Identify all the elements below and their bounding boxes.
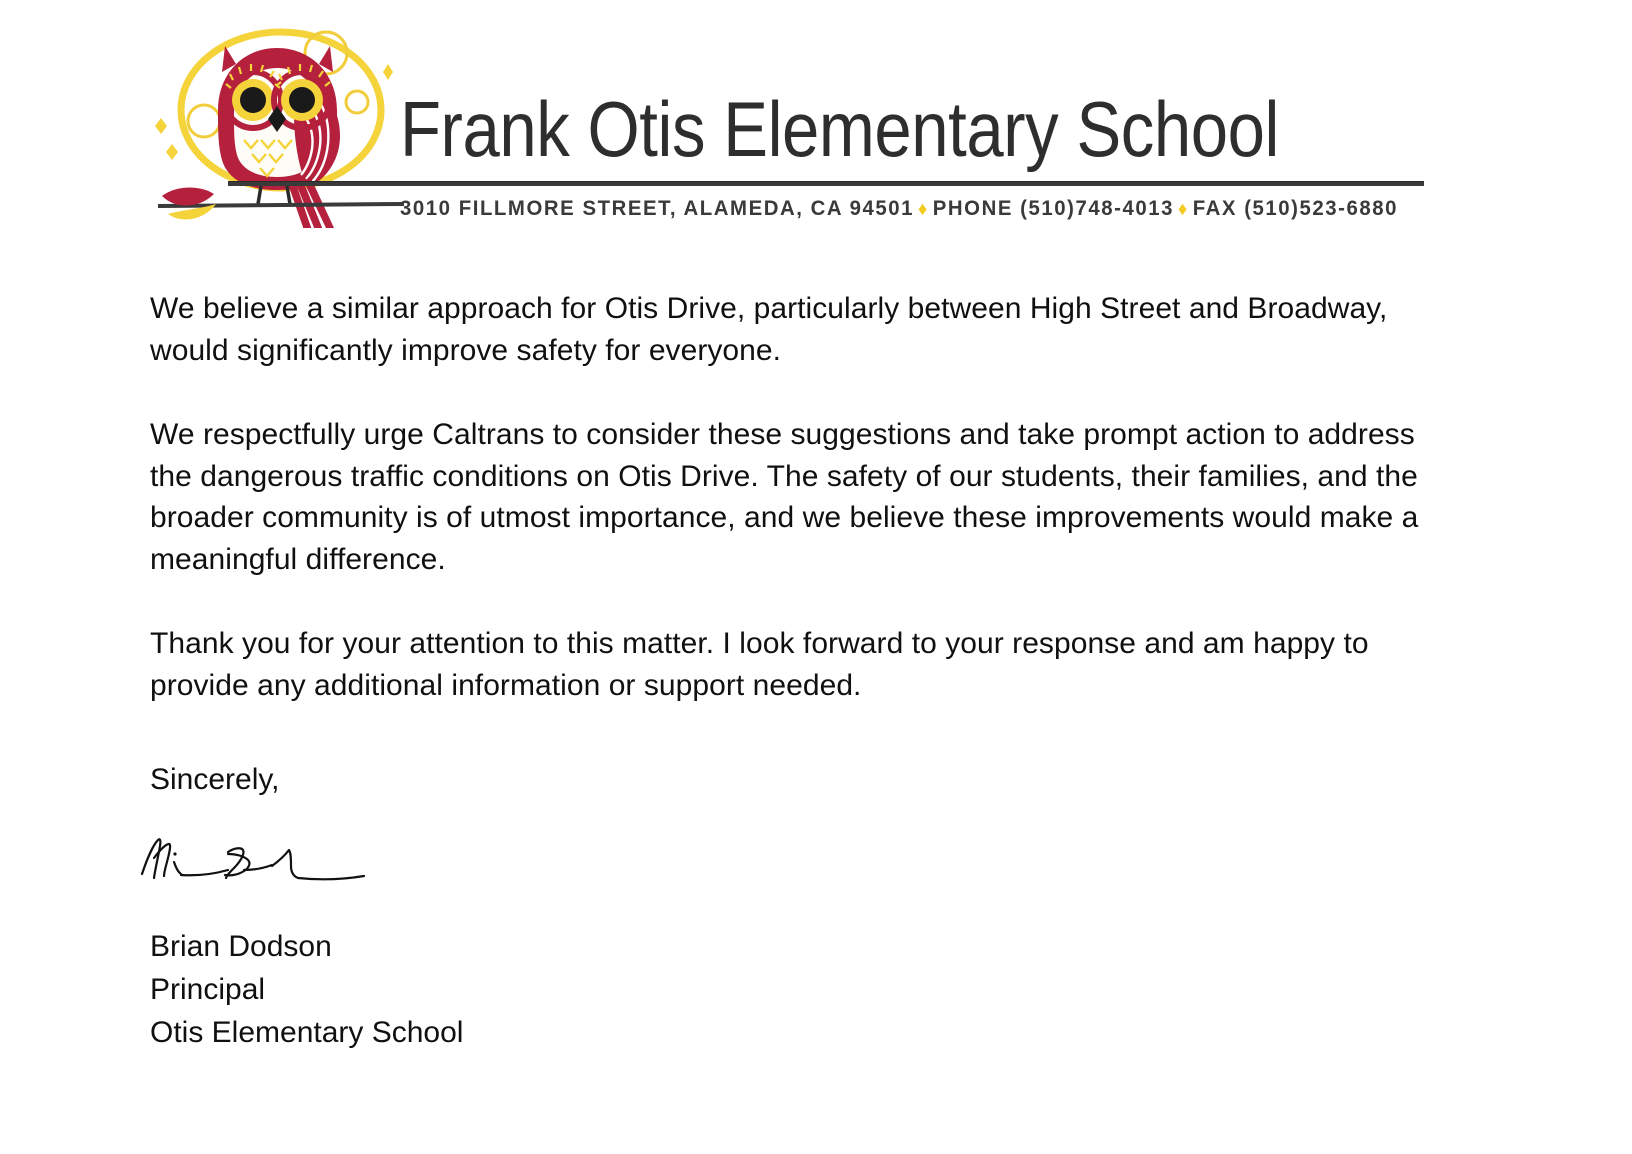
letterhead-contact-info: [400, 196, 1398, 223]
signer-title: Principal: [150, 973, 266, 1006]
page-title: Frank Otis Elementary School: [400, 85, 1279, 173]
body-paragraph: We believe a similar approach for Otis Drive, particularly between High Street and Broadway, would significantly improve safety for everyone.: [150, 292, 1388, 367]
school-phone: PHONE (510)748-4013: [932, 197, 1174, 220]
body-paragraph: We respectfully urge Caltrans to consider these suggestions and take prompt action to address the dangerous traffic conditions on Otis Drive. The safety of our students, their families, and the broader community is of utmost importance, and we believe these improvements would make a meaningful difference.: [150, 418, 1419, 576]
separator-diamond-icon: ♦: [917, 199, 929, 220]
school-fax: FAX (510)523-6880: [1192, 197, 1399, 220]
letter-body: [150, 288, 1440, 706]
closing-salutation: Sincerely,: [150, 763, 280, 796]
letterhead: [0, 0, 1632, 250]
signature-block: [150, 925, 463, 1054]
signature-image: [128, 818, 398, 898]
letterhead-divider: [228, 181, 1424, 186]
school-address: 3010 FILLMORE STREET, ALAMEDA, CA 94501: [400, 197, 915, 220]
body-paragraph: Thank you for your attention to this matter. I look forward to your response and am happy to provide any additional information or support needed.: [150, 627, 1369, 702]
signer-organization: Otis Elementary School: [150, 1016, 464, 1049]
owl-logo-icon: [148, 18, 408, 228]
signer-name: Brian Dodson: [150, 930, 332, 963]
separator-diamond-icon: ♦: [1177, 199, 1189, 220]
